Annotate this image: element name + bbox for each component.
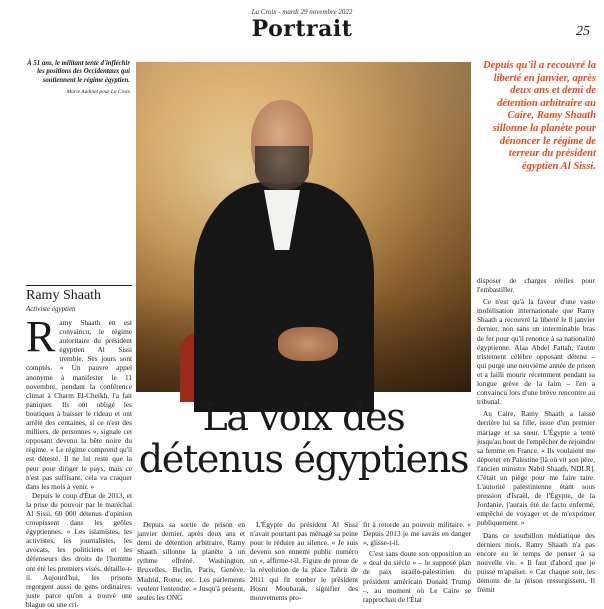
article-column-1 (26, 312, 132, 609)
photo-caption (26, 60, 130, 97)
column-4-paragraph-2: C'est sans doute son opposition au « deal du siècle » – le supposé plan de paix israélo-palestinien du président américain Donald Trump –, au moment où Le Caire se rapprochait de l'État (363, 549, 471, 604)
column-1-paragraph-2: Depuis le coup d'État de 2013, et la prise du pouvoir par le maréchal Al Sissi, 60 000 détenus d'opinion croupissent dans les geôles égyptiennes. « Les islamistes, les activistes, les journalistes, les avocats, les politiciens et les défenseurs des droits de l'homme ont été les premiers visés, détaille-t-il. Aujourd'hui, les prisons regorgent aussi de gens ordinaires, juste parce qu'on a trouvé une blague ou une cri- (26, 490, 132, 609)
column-5-paragraph-1: Ce n'est qu'à la faveur d'une vaste mobilisation internationale que Ramy Shaath a recouvré la liberté le 8 janvier dernier, non sans un interminable bras de fer pour qu'il renonce à sa nationalité égyptienne. Alaa Abdel Fattah, l'autre tristement célèbre opposant détenu – qui purge une neuvième année de prison et a failli mourir récemment pendant sa longue grève de la faim – l'en a convaincu lors d'une brève rencontre au tribunal. (477, 297, 595, 407)
column-5-paragraph-2: Au Caire, Ramy Shaath a laissé derrière lui sa fille, issue d'un premier mariage et sa sœur. L'Égypte a tenté jusqu'au bout de l'empêcher de rejoindre sa femme en France. « Ils voulaient me déporter en Palestine [là où vit son père, l'ancien ministre Nabil Shaath, NDLR]. C'était un piège pour me faire taire. L'autorité palestinienne étant sous pression d'Israël, de l'Égypte, de la Jordanie, j'aurais été de facto enfermé, empêché de voyager et de m'exprimer publiquement. » (477, 409, 595, 528)
article-column-5 (477, 276, 595, 595)
portrait-photo (136, 62, 471, 392)
column-4-paragraph-1: fit à retorde au pouvoir militaire. « Depuis 2013 je me savais en danger », glisse-t-il. (363, 520, 471, 548)
photo-hands (278, 327, 338, 361)
column-1-paragraph-1: amy Shaath en est convaincu, le régime autoritaire du président égyptien Al Sissi tremble. Ses jours sont comptés. « Un pauvre appel anonyme à manifester le 11 novembre, pendant la conférence climat à Charm El-Cheikh, l'a fait paniquer. Ils ont obligé les boutiques à baisser le rideau et ont arrêté des centaines, si ce n'est des milliers, de personnes », signale cet opposant devenu la bête noire du régime. « Le régime comprend qu'il est détesté. Il ne lui reste que la peur pour diriger le pays, mais ce n'est pas suffisant, cela va craquer dans les mois à venir. » (26, 318, 132, 491)
byline-name: Ramy Shaath (26, 288, 102, 303)
section-title: Portrait (251, 16, 353, 42)
photo-credit: Marie Audinet pour La Croix (66, 89, 130, 96)
article-column-2 (137, 520, 245, 602)
masthead: La Croix - mardi 29 novembre 2022 (251, 8, 353, 16)
article-column-4 (363, 520, 471, 604)
headline-line-2: détenus égyptiens (138, 437, 469, 481)
headline (136, 396, 471, 480)
column-5-paragraph-3: Dans ce tourbillon médiatique des derniers mois, Ramy Shaath n'a pas encore eu le temps de penser à sa nouvelle vie. « Il faut d'abord que je puisse m'apaiser. » Car chaque soir, les démons de la prison ressurgissent. Il frémit (477, 530, 595, 595)
photo-beard (255, 146, 309, 190)
article-column-3 (250, 520, 358, 602)
column-3-paragraph-1: L'Égypte du président Al Sissi n'avait pourtant pas ménagé sa peine pour le réduire au silence. « Je suis devenu son ennemi public numéro un », affirme-t-il. Figure de proue de la révolution de la place Tahrir de 2011 qui fit tomber le président Hosni Moubarak, signifier des mouvements pro- (250, 520, 358, 602)
byline-role: Activiste égyptien (26, 305, 76, 313)
column-2-paragraph-1: Depuis sa sortie de prison en janvier dernier, après deux ans et demi de détention arbitraire, Ramy Shaath sillonne la planète à un rythme effréné. Washington, Bruxelles, Berlin, Paris, Genève, Madrid, Rome, etc. Les parlements veulent l'entendre. « Jusqu'à présent, seules les ONG (137, 520, 245, 602)
page-number: 25 (576, 24, 590, 39)
byline-rule (26, 285, 132, 286)
pull-quote: Depuis qu'il a recouvré la liberté en janvier, après deux ans et demi de détention arbitraire au Caire, Ramy Shaath sillonne la planète pour dénoncer le régime de terreur du président égyptien Al Sissi. (483, 60, 596, 172)
drop-cap: R (26, 312, 56, 361)
column-5-paragraph-0: disposer de charges réelles pour l'embastiller. (477, 276, 595, 295)
headline-line-1: La voix des (202, 395, 405, 439)
caption-text: À 51 ans, le militant tente d'infléchir les positions des Occidentaux qui soutiennent le régime égyptien. (27, 60, 130, 84)
